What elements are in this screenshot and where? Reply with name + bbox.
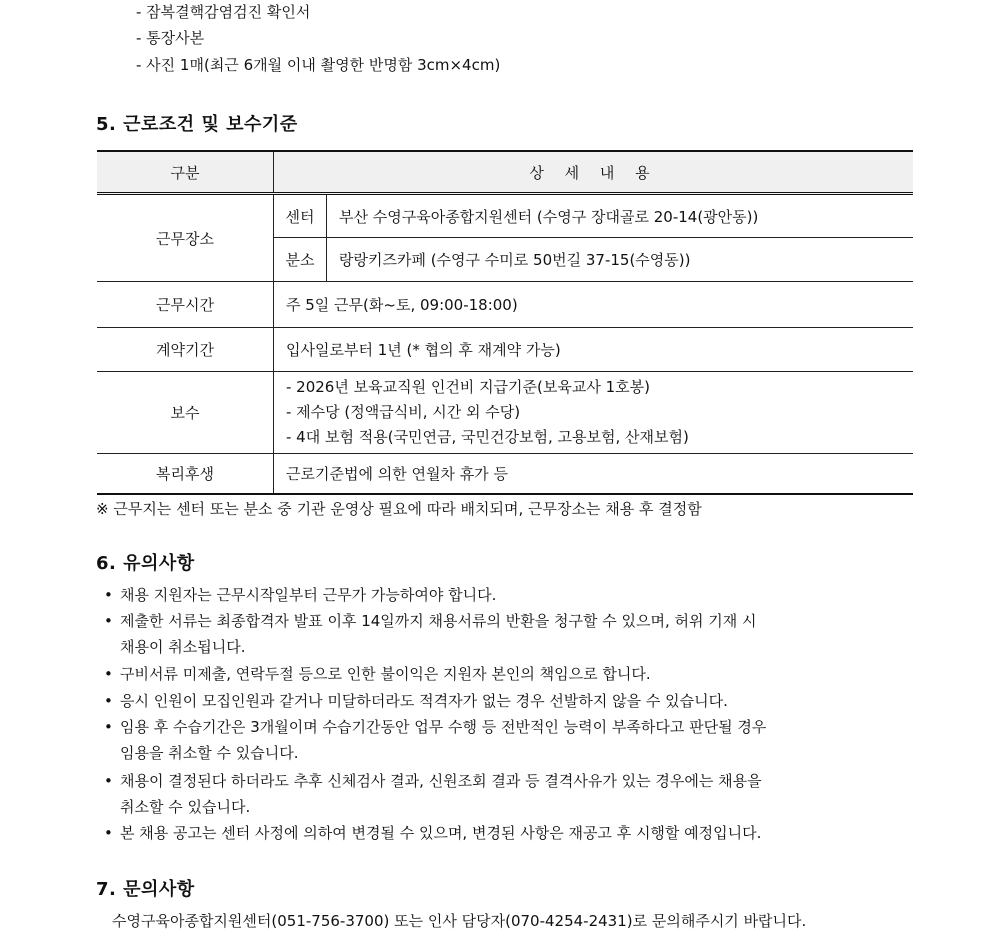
bullet-icon: • [104, 692, 113, 710]
sub-label-branch: 분소 [274, 238, 327, 282]
list-item-continuation: 임용을 취소할 수 있습니다. [120, 744, 299, 762]
table-row [97, 328, 913, 372]
table-header-row [97, 151, 913, 194]
welfare-value: 근로기준법에 의한 연월차 휴가 등 [274, 454, 914, 494]
bullet-icon: • [104, 718, 113, 736]
list-item-continuation: 취소할 수 있습니다. [120, 798, 251, 816]
header-details: 상 세 내 용 [274, 151, 914, 194]
list-item-continuation: 채용이 취소됩니다. [120, 638, 246, 656]
bullet-icon: • [104, 586, 113, 604]
bullet-icon: • [104, 665, 113, 683]
row-label-contract: 계약기간 [97, 328, 274, 372]
list-item: • 본 채용 공고는 센터 사정에 의하여 변경될 수 있으며, 변경된 사항은 재공고 후 시행할 예정입니다. [104, 824, 762, 842]
list-item: • 임용 후 수습기간은 3개월이며 수습기간동안 업무 수행 등 전반적인 능력이 부족하다고 판단될 경우 [104, 718, 767, 736]
contact-text: 수영구육아종합지원센터(051-756-3700) 또는 인사 담당자(070-4254-2431)로 문의해주시기 바랍니다. [112, 912, 807, 930]
list-item: • 제출한 서류는 최종합격자 발표 이후 14일까지 채용서류의 반환을 청구할 수 있으며, 허위 기재 시 [104, 612, 757, 630]
section-6-title: 6. 유의사항 [96, 553, 195, 574]
pay-line: - 제수당 (정액급식비, 시간 외 수당) [286, 403, 521, 421]
work-conditions-table [97, 150, 913, 495]
header-category: 구분 [97, 151, 274, 194]
doc-item: - 잠복결핵감염검진 확인서 [136, 3, 311, 21]
doc-item: - 통장사본 [136, 29, 205, 47]
bullet-icon: • [104, 772, 113, 790]
list-item: • 응시 인원이 모집인원과 같거나 미달하더라도 적격자가 없는 경우 선발하지 않을 수 있습니다. [104, 692, 728, 710]
doc-item: - 사진 1매(최근 6개월 이내 촬영한 반명함 3cm×4cm) [136, 56, 501, 74]
pay-line: - 4대 보험 적용(국민연금, 국민건강보험, 고용보험, 산재보험) [286, 428, 689, 446]
sub-label-center: 센터 [274, 194, 327, 238]
table-row [97, 194, 913, 238]
bullet-icon: • [104, 824, 113, 842]
table-row [97, 372, 913, 454]
bullet-icon: • [104, 612, 113, 630]
list-item: • 채용 지원자는 근무시작일부터 근무가 가능하여야 합니다. [104, 586, 497, 604]
row-label-workplace: 근무장소 [97, 194, 274, 282]
pay-line: - 2026년 보육교직원 인건비 지급기준(보육교사 1호봉) [286, 378, 650, 396]
hours-value: 주 5일 근무(화~토, 09:00-18:00) [274, 282, 914, 328]
list-item: • 구비서류 미제출, 연락두절 등으로 인한 불이익은 지원자 본인의 책임으로 합니다. [104, 665, 651, 683]
section-5-note: ※ 근무지는 센터 또는 분소 중 기관 운영상 필요에 따라 배치되며, 근무장소는 채용 후 결정함 [96, 500, 702, 518]
row-label-hours: 근무시간 [97, 282, 274, 328]
workplace-center-value: 부산 수영구육아종합지원센터 (수영구 장대골로 20-14(광안동)) [327, 194, 914, 238]
table-row [97, 282, 913, 328]
contract-value: 입사일로부터 1년 (* 협의 후 재계약 가능) [274, 328, 914, 372]
section-5-title: 5. 근로조건 및 보수기준 [96, 114, 298, 135]
row-label-pay: 보수 [97, 372, 274, 454]
pay-value [274, 372, 914, 454]
table-row [97, 454, 913, 494]
row-label-welfare: 복리후생 [97, 454, 274, 494]
workplace-branch-value: 랑랑키즈카페 (수영구 수미로 50번길 37-15(수영동)) [327, 238, 914, 282]
section-7-title: 7. 문의사항 [96, 879, 195, 900]
list-item: • 채용이 결정된다 하더라도 추후 신체검사 결과, 신원조회 결과 등 결격사유가 있는 경우에는 채용을 [104, 772, 762, 790]
